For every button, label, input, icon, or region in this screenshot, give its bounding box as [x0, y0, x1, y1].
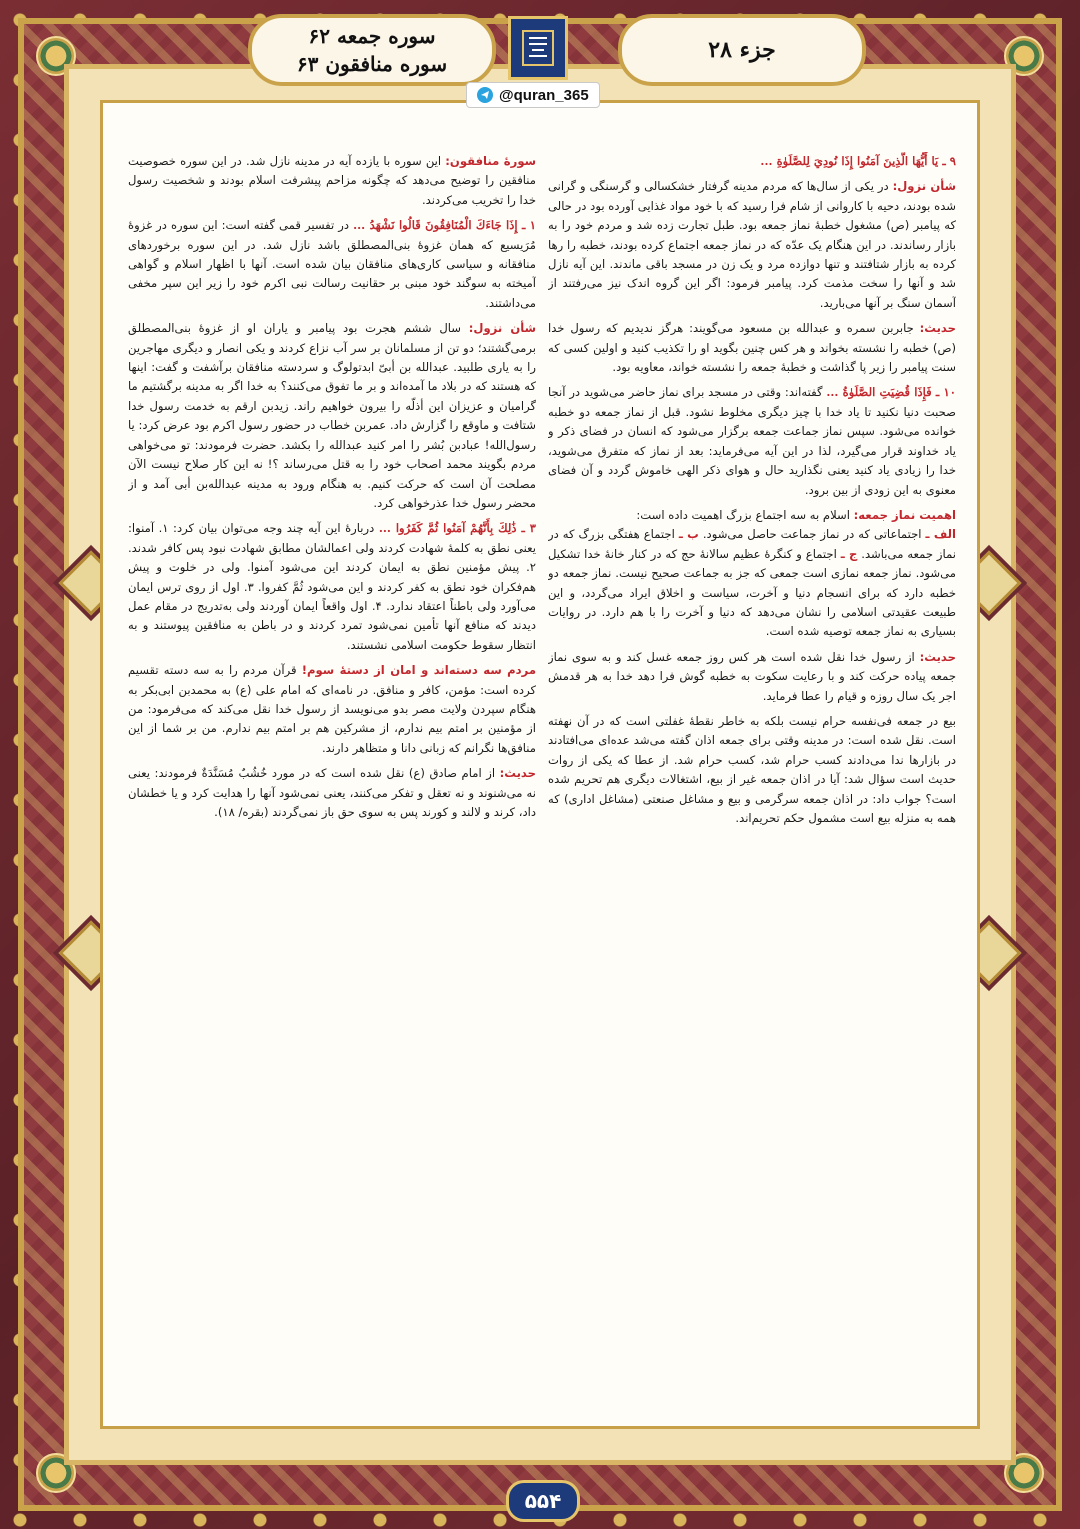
body-text: در یکی از سال‌ها که مردم مدینه گرفتار خشکسالی و گرسنگی و گرانی شده بودند، دحیه با کاروانی از شام فرا رسید که با خود مواد غذایی آورده بود در حالی که پیامبر (ص) مشغول خطبهٔ نماز جمعه بود. طبل تجارت زده شد و مردم خود را به بازار رساندند. در این هنگام یک عدّه که در نماز جمعه اجتماع کرده بودند، خطبه را رها کرده به بازار شتافتند و تنها دوازده مرد و یک زن در مسجد باقی ماندند. این آیه نازل شد و آنها را سخت مذمت کرد. پیامبر فرمود: اگر این گروه اندک نیز می‌رفتند از آسمان سنگ بر آنها می‌بارید. [548, 179, 956, 310]
page-number-badge [506, 1480, 580, 1522]
list-marker: ب ـ [678, 527, 699, 542]
section-label: حدیث: [499, 766, 536, 781]
section-label: سورهٔ منافقون: [445, 154, 536, 168]
body-text: اجتماع و کنگرهٔ عظیم سالانهٔ حج که در کنار خانهٔ خدا تشکیل می‌شود. نماز جمعه نمازی است جمعی که جز به جماعت صحیح نیست. نماز جمعه دو خطبه دارد که برای انسجام دنیا و آخرت، سیاست و اخلاق ایراد می‌گردد، و این طبیعت عقیدتی اسلامی را نشان می‌دهد که دنیا و آخرت را با هم دارد. در روایات بسیاری به نماز جمعه توصیه شده است. [548, 546, 956, 639]
paragraph [128, 319, 536, 513]
section-label: شأن نزول: [892, 179, 956, 194]
body-text: جابربن سمره و عبدالله بن مسعود می‌گویند: هرگز ندیدیم که رسول خدا (ص) خطبه را نشسته بخواند و هر کس چنین بگوید او را تکذیب کنید و اولین کسی که سنت پیامبر را زیر پا گذاشت و خطبهٔ جمعه را نشسته خواند، معاویه بود. [548, 321, 956, 375]
body-text: قرآن مردم را به سه دسته تقسیم کرده است: مؤمن، کافر و منافق. در نامه‌ای که امام علی (ع) به محمدبن ابی‌بکر به هنگام سپردن ولایت مصر بدو می‌نویسد از رسول خدا نقل می‌کند که می‌فرمود: من از مؤمنین بر امتم بیم ندارم، از مشرکین هم بر امتم بیم ندارم. من بر شما از این منافق‌ها نگرانم که زبانی دانا و متظاهر دارند. [128, 663, 536, 755]
quran-logo [508, 16, 568, 80]
telegram-icon [477, 87, 493, 103]
right-column [548, 152, 956, 1410]
paragraph [548, 152, 956, 171]
paragraph [128, 216, 536, 313]
body-text: بیع در جمعه فی‌نفسه حرام نیست بلکه به خاطر نقطهٔ غفلتی است که در آن نهفته است. نقل شده است: در مدینه وقتی برای جمعه اذان گفته می‌شد عده‌ای می‌افتادند در بازارها ندا می‌دادند کسب حرام شد، کسب حرام شد. از عطا که یکی از روات حدیث است سؤال شد: آیا در اذان جمعه غیر از بیع، اشتغالات دیگری هم تحریم شده است؟ جواب داد: در اذان جمعه سرگرمی و بیع و مشاغل صنعتی (مشاغل اداری) که همه به منزله بیع است مشمول حکم تحریم‌اند. [548, 713, 956, 825]
section-label: حدیث: [919, 649, 956, 664]
body-text: از امام صادق (ع) نقل شده است که در مورد خُشُبٌ مُسَنَّدَةٌ فرمودند: یعنی نه می‌شنوند و نه تعقل و تفکر می‌کنند، یعنی نمی‌شود آنها را هدایت کرد و یا خطشان داد، کرند و لالند و کورند پس به سوی حق باز نمی‌گردند (بقره/ ۱۸). [128, 766, 536, 819]
body-text: اجتماع هفتگی بزرگ که در نماز جمعه می‌باشد. [548, 527, 956, 561]
body-text: گفته‌اند: وقتی در مسجد برای نماز حاضر می‌شوید در آنجا صحبت دنیا نکنید تا یاد خدا با چیز دیگری مخلوط نشود. قبل از نماز جمعه دو خطبه خوانده می‌شود. سپس نماز جماعت جمعه برگزار می‌شود که انسان در فضای ذکر و یاد خداوند قرار می‌گیرد، لذا در این آیه می‌فرماید: بعد از نماز که متفرق می‌شوید، خدا را زیادی یاد کنید یعنی نگذارید حال و هوای ذکر الهی خاموش گردد و آن فضای معنوی به این زودی از بین برود. [548, 385, 956, 497]
body-text: این سوره با یازده آیه در مدینه نازل شد. در این سوره خصوصیت منافقین را توضیح می‌دهد که چگونه مزاحم پیشرفت اسلام بودند و شخصیت رسول خدا را تخریب می‌کردند. [128, 154, 536, 207]
paragraph [548, 383, 956, 499]
surah-title-line2: سوره منافقون ۶۳ [296, 52, 448, 76]
verse-heading: ۹ ـ يَا أَيُّهَا الَّذِينَ آمَنُوا إِذَا نُودِيَ لِلصَّلَوٰةِ ... [760, 154, 956, 168]
calligraphy-logo-icon [520, 28, 556, 68]
paragraph [128, 519, 536, 655]
juz-label: جزء ۲۸ [708, 37, 776, 63]
surah-title-cartouche [248, 14, 496, 86]
paragraph [548, 506, 956, 642]
paragraph [548, 712, 956, 828]
body-text: از رسول خدا نقل شده است هر کس روز جمعه غسل کند و به سوی نماز جمعه پیاده حرکت کند و با رعایت سکوت به خطبه گوش فرا دهد خدا به هر قدمش اجر یک سال روزه و قیام را عطا فرماید. [548, 649, 956, 703]
section-label: حدیث: [919, 321, 956, 336]
section-label: اهمیت نماز جمعه: [853, 507, 956, 522]
paragraph [548, 319, 956, 377]
section-label: شأن نزول: [468, 321, 536, 336]
body-text: سال ششم هجرت بود پیامبر و یاران او از غزوهٔ بنی‌المصطلق برمی‌گشتند؛ دو تن از مسلمانان بر سر آب نزاع کردند و یکی انصار و دیگری مهاجرین را به یاری طلبید. عبدالله بن أبیّ ابدتولوگ و سردسته منافقان برآشفت و گفت: اینها که هستند که در بلاد ما آمده‌اند و بر ما تفوق می‌کنند؟ به خدا اگر به مدینه برگشتیم ما گرامیان و عزیزان این أذلّه را بیرون خواهیم راند. زیدبن ارقم به خدمت رسول خدا شتافت و ماوقع را گزارش داد. عمربن خطاب در حضور رسول اکرم بود عرض کرد: یا رسول‌الله! عبادبن بُشر را امر کنید عبدالله را بکشد. حضرت فرمودند: تو می‌خواهی مردم بگویند محمد اصحاب خود را به قتل می‌رساند ؟! نه این کار صلاح نیست الآن مصلحت آن است که حرکت کنیم. به هنگام ورود به مدینه عبدالله‌بن أبی آمد و از محضر رسول خدا عذرخواهی کرد. [128, 321, 536, 510]
body-text: دربارهٔ این آیه چند وجه می‌توان بیان کرد: ۱. آمنوا: یعنی نطق به کلمهٔ شهادت کردند ولی اعمالشان مطابق شهادت نبود پس کافر شدند. ۲. پیش مؤمنین نطق به ایمان کردند این می‌شود آمنوا. ولی در خلوت و پیش هم‌فکران خود نطق به کفر کردند و این می‌شود ثُمَّ کفروا. ۳. اول از روی ترس ایمان می‌آورد ولی باطناً اعتقاد ندارد. ۴. اول واقعاً ایمان آوردند ولی به‌تدریج در مقام عمل دیدند که منافع آنها تأمین نمی‌شود تمرد کردند و در باطن به منافقین پیوستند و به انتظار سقوط حکومت اسلامی نشستند. [128, 521, 536, 652]
verse-heading: ۳ ـ ذَٰلِكَ بِأَنَّهُمْ آمَنُوا ثُمَّ كَفَرُوا ... [378, 521, 536, 536]
page-number: ۵۵۴ [524, 1489, 562, 1513]
paragraph [128, 661, 536, 758]
paragraph [128, 152, 536, 210]
body-text: در تفسیر قمی گفته است: این سوره در غزوهٔ مُرَیسیع که همان غزوهٔ بنی‌المصطلق باشد نازل شد. در این سوره برخوردهای منافقانه و سیاسی کاری‌های منافقان بیان شده است. آنها با اظهار اسلام و گواهی آمیخته به سوگند خود مبنی بر حقانیت رسالت نبی اکرم خود را زیر این سپر مخفی می‌داشتند. [128, 218, 536, 310]
paragraph [548, 177, 956, 313]
section-label: مردم سه دسته‌اند و امان از دستهٔ سوم! [301, 663, 536, 678]
surah-title-line1: سوره جمعه ۶۲ [308, 24, 436, 48]
verse-heading: ۱ ـ إِذَا جَاءَكَ الْمُنَافِقُونَ قَالُوا نَشْهَدُ ... [353, 218, 536, 233]
list-marker: الف ـ [925, 527, 956, 542]
telegram-handle[interactable] [466, 82, 600, 108]
list-marker: ج ـ [840, 546, 858, 561]
paragraph [548, 648, 956, 706]
body-text: اجتماعاتی که در نماز جماعت حاصل می‌شود. [698, 527, 926, 542]
paragraph [128, 764, 536, 822]
juz-cartouche [618, 14, 866, 86]
body-text: اسلام به سه اجتماع بزرگ اهمیت داده است: [636, 507, 854, 522]
left-column [128, 152, 536, 1410]
verse-heading: ۱۰ ـ فَإِذَا قُضِيَتِ الصَّلَوٰةُ ... [826, 385, 956, 400]
channel-handle: @quran_365 [499, 86, 589, 104]
